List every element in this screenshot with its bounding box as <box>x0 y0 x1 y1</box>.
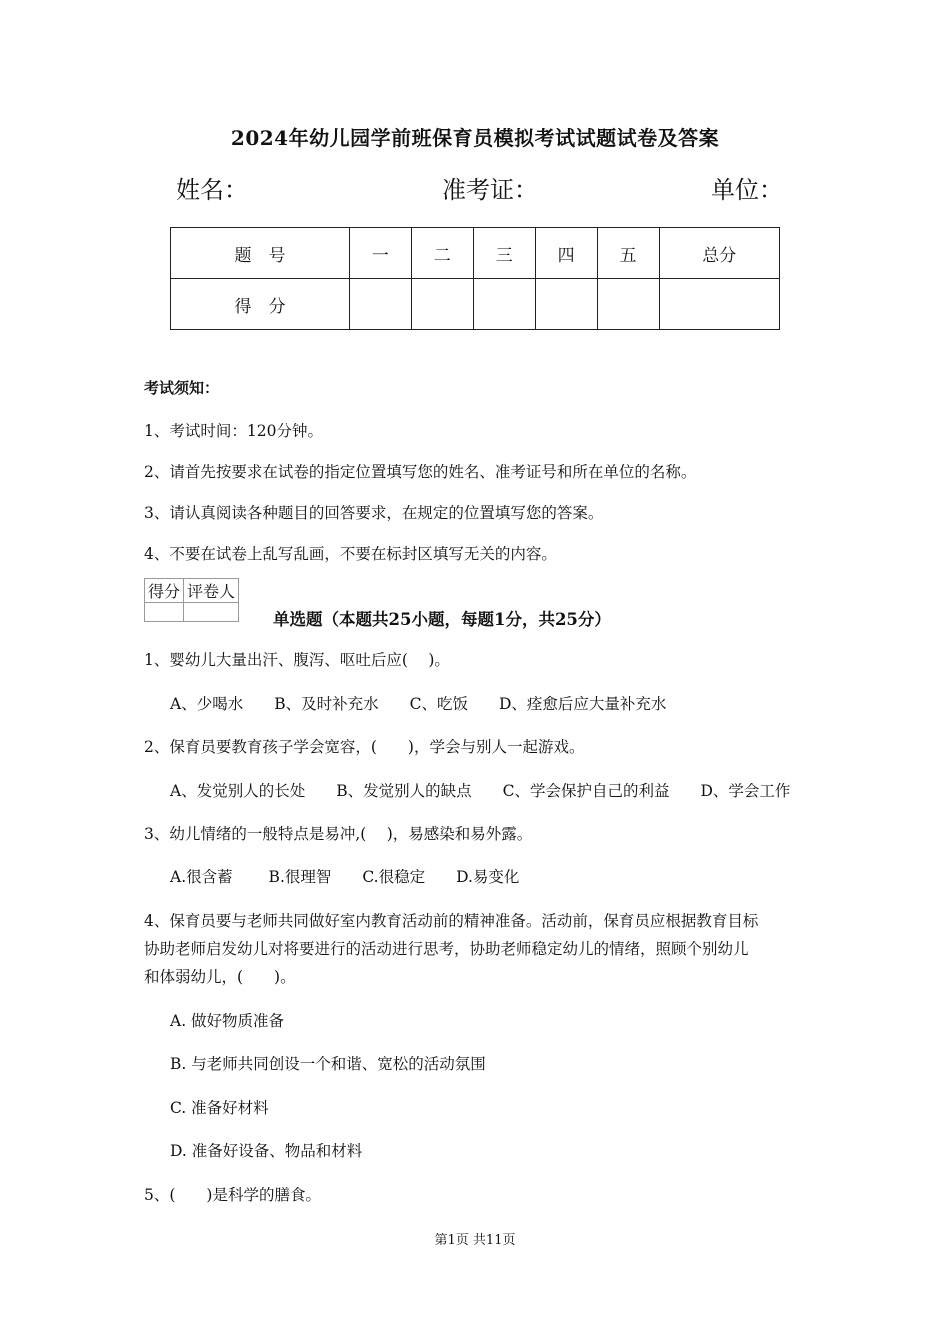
score-table-header-cell: 一 <box>349 228 411 279</box>
score-table-header-cell: 五 <box>597 228 659 279</box>
score-cell[interactable] <box>659 279 779 330</box>
question-4-option: A. 做好物质准备 <box>170 1012 285 1030</box>
score-table-header-cell: 四 <box>535 228 597 279</box>
score-table-header-cell: 总分 <box>659 228 779 279</box>
notice-heading: 考试须知： <box>144 379 220 397</box>
score-cell[interactable] <box>597 279 659 330</box>
score-cell[interactable] <box>473 279 535 330</box>
score-row-label: 得 分 <box>171 279 350 330</box>
question-1-stem: 1、婴幼儿大量出汗、腹泻、呕吐后应( )。 <box>144 651 450 669</box>
question-4-option: D. 准备好设备、物品和材料 <box>170 1142 363 1160</box>
question-4-option: C. 准备好材料 <box>170 1099 269 1117</box>
name-label: 姓名： <box>176 176 248 204</box>
grader-box <box>144 578 239 622</box>
page-title: 2024年幼儿园学前班保育员模拟考试试题试卷及答案 <box>230 126 720 150</box>
notice-item: 1、考试时间：120分钟。 <box>144 422 323 440</box>
page-footer: 第1页 共11页 <box>434 1233 516 1248</box>
score-table-score-row <box>171 279 780 330</box>
question-3-options: A.很含蓄 B.很理智 C.很稳定 D.易变化 <box>170 868 520 886</box>
notice-item: 2、请首先按要求在试卷的指定位置填写您的姓名、准考证号和所在单位的名称。 <box>144 463 697 481</box>
score-table-header-row <box>171 228 780 279</box>
grader-score-cell[interactable] <box>145 603 184 622</box>
question-4-option: B. 与老师共同创设一个和谐、宽松的活动氛围 <box>170 1055 486 1073</box>
score-table <box>170 227 780 330</box>
section-title: 单选题（本题共25小题，每题1分，共25分） <box>273 610 611 629</box>
grader-score-label: 得分 <box>145 579 184 603</box>
question-4-stem-line: 和体弱幼儿，( )。 <box>144 968 296 986</box>
question-5-stem: 5、( )是科学的膳食。 <box>144 1186 321 1204</box>
score-cell[interactable] <box>535 279 597 330</box>
notice-item: 4、不要在试卷上乱写乱画，不要在标封区填写无关的内容。 <box>144 545 557 563</box>
notice-item: 3、请认真阅读各种题目的回答要求，在规定的位置填写您的答案。 <box>144 504 604 522</box>
question-4-stem-line: 协助老师启发幼儿对将要进行的活动进行思考，协助老师稳定幼儿的情绪，照顾个别幼儿 <box>144 940 749 958</box>
grader-cell[interactable] <box>184 603 239 622</box>
grader-label: 评卷人 <box>184 579 239 603</box>
unit-label: 单位： <box>711 176 783 204</box>
score-table-header-cell: 题 号 <box>171 228 350 279</box>
question-2-options: A、发觉别人的长处 B、发觉别人的缺点 C、学会保护自己的利益 D、学会工作 <box>170 782 791 800</box>
score-table-header-cell: 二 <box>411 228 473 279</box>
question-2-stem: 2、保育员要教育孩子学会宽容，( )，学会与别人一起游戏。 <box>144 738 585 756</box>
question-4-stem-line: 4、保育员要与老师共同做好室内教育活动前的精神准备。活动前，保育员应根据教育目标 <box>144 912 759 930</box>
score-cell[interactable] <box>411 279 473 330</box>
score-table-header-cell: 三 <box>473 228 535 279</box>
exam-id-label: 准考证： <box>442 176 538 204</box>
score-cell[interactable] <box>349 279 411 330</box>
question-1-options: A、少喝水 B、及时补充水 C、吃饭 D、痊愈后应大量补充水 <box>170 695 667 713</box>
question-3-stem: 3、幼儿情绪的一般特点是易冲,( )，易感染和易外露。 <box>144 825 533 843</box>
